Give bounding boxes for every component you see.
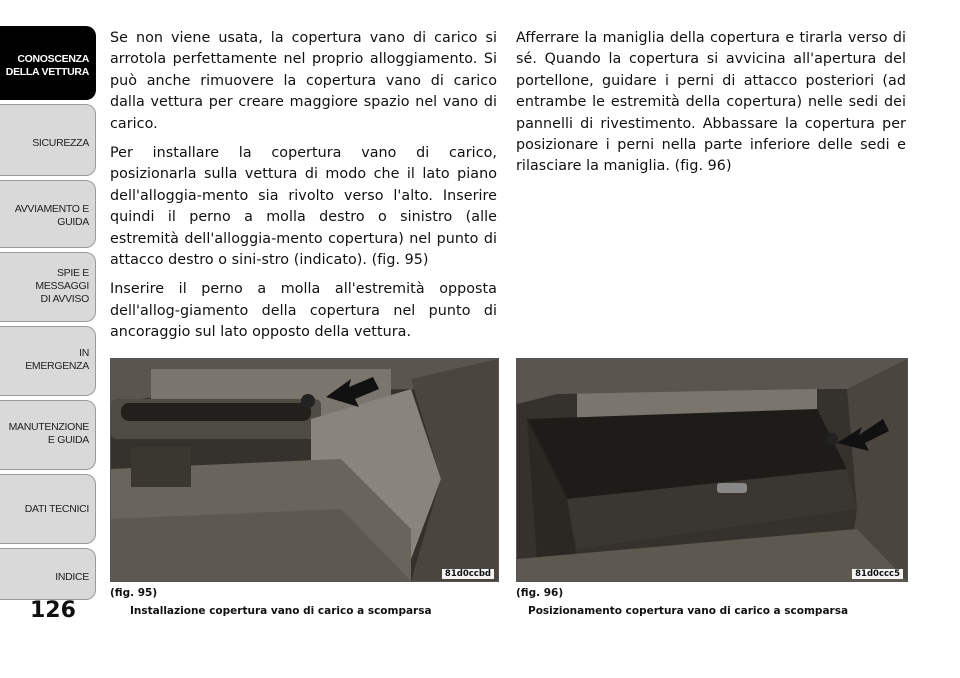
right-text-column (516, 28, 906, 186)
tab-label-line: SPIE E (56, 267, 89, 279)
figure-caption: Posizionamento copertura vano di carico a scomparsa (528, 605, 849, 617)
tab-label-line: DATI TECNICI (24, 503, 89, 515)
figure-code: 81d0ccbd (442, 569, 494, 579)
tab-manutenzione-e-guida[interactable] (0, 400, 96, 470)
tab-indice[interactable] (0, 548, 96, 600)
figure-number: (fig. 96) (516, 587, 564, 599)
tab-label-line: DELLA VETTURA (5, 66, 89, 78)
tab-sicurezza[interactable] (0, 104, 96, 176)
tab-label-line: INDICE (55, 571, 89, 583)
figure-caption: Installazione copertura vano di carico a scomparsa (130, 605, 432, 617)
tab-avviamento-e-guida[interactable] (0, 180, 96, 248)
paragraph: Inserire il perno a molla all'estremità opposta dell'allog-giamento della copertura nel punto di ancoraggio sul lato opposto della vettura. (110, 281, 497, 341)
tab-label-line: GUIDA (57, 216, 89, 228)
figure-95-image (110, 358, 499, 582)
tab-label-line: EMERGENZA (25, 360, 89, 372)
tab-label-line: MESSAGGI (35, 280, 89, 292)
tab-label-line: E GUIDA (47, 434, 89, 446)
tab-label-line: DI AVVISO (40, 293, 89, 305)
tab-label-line: MANUTENZIONE (8, 421, 89, 433)
figure-code: 81d0ccc5 (852, 569, 903, 579)
left-text-column (110, 28, 497, 352)
tab-label-line: SICUREZZA (32, 137, 89, 149)
tab-dati-tecnici[interactable] (0, 474, 96, 544)
cargo-area-illustration (111, 359, 498, 581)
tab-label-line: CONOSCENZA (17, 53, 89, 65)
tab-label-line: IN (79, 347, 89, 359)
paragraph: Se non viene usata, la copertura vano di carico si arrotola perfettamente nel proprio alloggiamento. Si può anche rimuovere la copertura vano di carico dalla vettura per creare maggiore spazio nel vano di carico. (110, 30, 497, 132)
page-number: 126 (30, 598, 76, 623)
tab-in-emergenza[interactable] (0, 326, 96, 396)
tab-spie-e-messaggi[interactable] (0, 252, 96, 322)
figure-number: (fig. 95) (110, 587, 158, 599)
paragraph: Afferrare la maniglia della copertura e tirarla verso di sé. Quando la copertura si avvicina all'apertura del portellone, guidare i perni di attacco posteriori (ad entrambe le estremità della copertura) nelle sedi dei pannelli di rivestimento. Abbassare la copertura per posizionare i perni nella parte inferiore delle sedi e rilasciare la maniglia. (fig. 96) (516, 30, 906, 175)
tab-conoscenza-della-vettura[interactable] (0, 26, 96, 100)
figure-96-image (516, 358, 908, 582)
paragraph: Per installare la copertura vano di carico, posizionarla sulla vettura di modo che il lato piano dell'alloggia-mento sia rivolto verso l'alto. Inserire quindi il perno a molla destro o sinistro (alle estremità dell'alloggia-mento copertura) nel punto di attacco destro o sini-stro (indicato). (fig. 95) (110, 145, 497, 269)
tab-label-line: AVVIAMENTO E (14, 203, 89, 215)
cargo-cover-illustration (517, 359, 907, 581)
